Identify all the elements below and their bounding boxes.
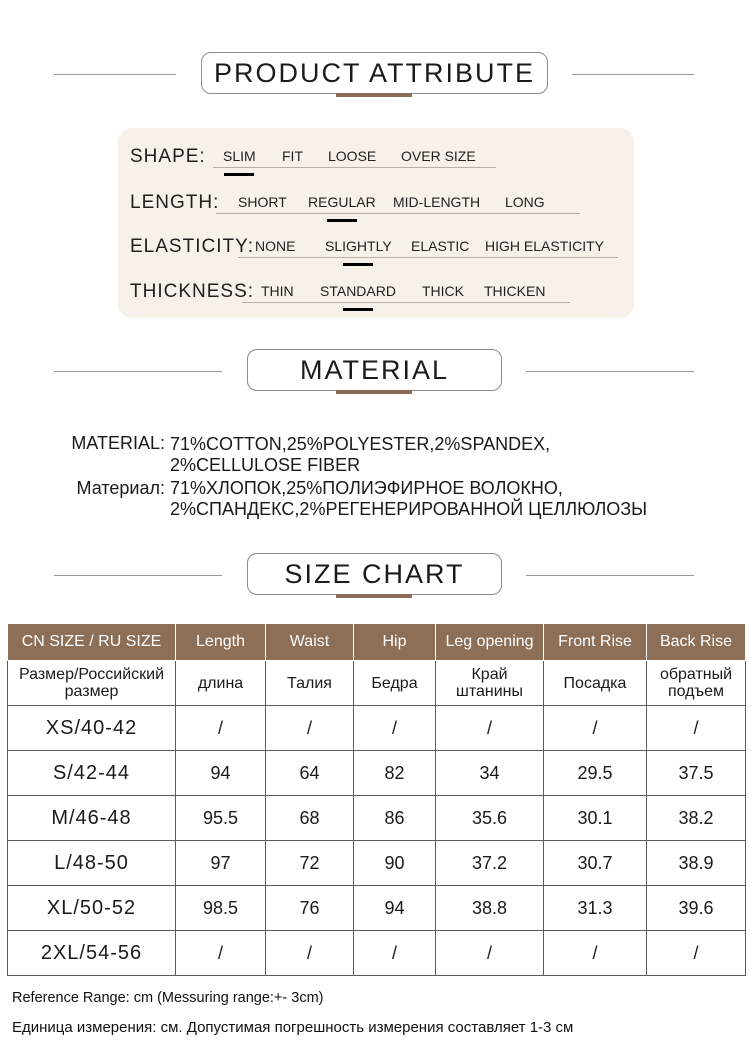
attr-underline	[213, 167, 496, 168]
attr-option-selected: STANDARD	[320, 283, 396, 299]
col-header: Hip	[354, 624, 436, 661]
header-divider-right	[526, 575, 694, 576]
attr-option: FIT	[282, 148, 303, 164]
col-header: Waist	[266, 624, 354, 661]
table-cell: 72	[266, 841, 354, 886]
table-row	[8, 751, 746, 796]
attr-option: HIGH ELASTICITY	[485, 238, 605, 254]
table-row	[8, 931, 746, 976]
attr-option: THIN	[261, 283, 294, 299]
table-row	[8, 841, 746, 886]
material-en-line1: 71%COTTON,25%POLYESTER,2%SPANDEX,	[170, 434, 551, 454]
attr-option: THICKEN	[484, 283, 546, 299]
header-divider-right	[572, 74, 694, 75]
ru-header: Край штанины	[436, 661, 544, 706]
table-row	[8, 796, 746, 841]
table-cell: /	[176, 931, 266, 976]
attr-option-selected: SLIGHTLY	[325, 238, 392, 254]
table-cell: 30.1	[544, 796, 647, 841]
size-chart-title: SIZE CHART	[247, 553, 502, 595]
table-cell: 94	[176, 751, 266, 796]
attr-row-length	[118, 178, 634, 222]
size-cell: XL/50-52	[8, 886, 176, 931]
header-divider-right	[526, 371, 694, 372]
attr-option: SHORT	[238, 194, 287, 210]
ru-header: Бедра	[354, 661, 436, 706]
ru-header: длина	[176, 661, 266, 706]
table-ru-header-row	[8, 661, 746, 706]
table-cell: 31.3	[544, 886, 647, 931]
attr-row-thickness	[118, 267, 634, 311]
col-header: Back Rise	[647, 624, 746, 661]
size-cell: S/42-44	[8, 751, 176, 796]
material-en-line2: 2%CELLULOSE FIBER	[170, 455, 361, 475]
ru-header: Талия	[266, 661, 354, 706]
size-cell: XS/40-42	[8, 706, 176, 751]
attr-label: SHAPE:	[130, 146, 206, 167]
header-accent-bar	[336, 594, 412, 598]
table-cell: 38.2	[647, 796, 746, 841]
col-header: CN SIZE / RU SIZE	[8, 624, 176, 661]
attr-option: LOOSE	[328, 148, 377, 164]
size-chart-table	[7, 623, 746, 976]
attr-option: LONG	[505, 194, 545, 210]
attr-option-selected: SLIM	[223, 148, 256, 164]
header-accent-bar	[336, 93, 412, 97]
attr-label: ELASTICITY:	[130, 236, 254, 257]
table-cell: /	[354, 931, 436, 976]
attr-row-elasticity	[118, 222, 634, 266]
table-header-row	[8, 624, 746, 661]
col-header: Leg opening	[436, 624, 544, 661]
size-cell: L/48-50	[8, 841, 176, 886]
reference-note-en: Reference Range: cm (Messuring range:+- 3cm)	[12, 990, 324, 1006]
ru-header: Размер/Российский размер	[8, 661, 176, 706]
ru-header: обратный подъем	[647, 661, 746, 706]
table-cell: 94	[354, 886, 436, 931]
table-cell: /	[647, 706, 746, 751]
table-cell: 34	[436, 751, 544, 796]
attr-option: OVER SIZE	[401, 148, 476, 164]
table-cell: 76	[266, 886, 354, 931]
size-cell: M/46-48	[8, 796, 176, 841]
attr-option: ELASTIC	[411, 238, 470, 254]
selected-marker	[343, 263, 373, 266]
header-divider-left	[54, 74, 176, 75]
table-cell: 97	[176, 841, 266, 886]
table-cell: 37.5	[647, 751, 746, 796]
product-attribute-title: PRODUCT ATTRIBUTE	[201, 52, 548, 94]
ru-header: Посадка	[544, 661, 647, 706]
attr-option-selected: REGULAR	[308, 194, 376, 210]
table-row	[8, 886, 746, 931]
material-header	[0, 349, 750, 395]
table-cell: /	[176, 706, 266, 751]
table-cell: 98.5	[176, 886, 266, 931]
col-header: Front Rise	[544, 624, 647, 661]
table-cell: /	[354, 706, 436, 751]
table-cell: 39.6	[647, 886, 746, 931]
table-cell: 90	[354, 841, 436, 886]
attr-label: THICKNESS:	[130, 281, 255, 302]
material-ru-label: Материал:	[76, 478, 165, 498]
selected-marker	[343, 308, 373, 311]
size-chart-header	[0, 553, 750, 599]
attr-option: MID-LENGTH	[393, 194, 481, 210]
table-cell: 86	[354, 796, 436, 841]
table-cell: /	[436, 706, 544, 751]
table-cell: 95.5	[176, 796, 266, 841]
table-cell: /	[647, 931, 746, 976]
attr-underline	[238, 257, 618, 258]
attribute-panel	[118, 128, 634, 318]
table-row	[8, 706, 746, 751]
table-cell: /	[266, 931, 354, 976]
header-divider-left	[54, 371, 222, 372]
table-cell: 37.2	[436, 841, 544, 886]
material-title: MATERIAL	[247, 349, 502, 391]
table-cell: 82	[354, 751, 436, 796]
attr-underline	[242, 302, 570, 303]
table-cell: /	[436, 931, 544, 976]
table-cell: 35.6	[436, 796, 544, 841]
table-cell: 68	[266, 796, 354, 841]
header-divider-left	[54, 575, 222, 576]
table-cell: 38.8	[436, 886, 544, 931]
table-cell: /	[544, 706, 647, 751]
attr-row-shape	[118, 132, 634, 176]
table-cell: 29.5	[544, 751, 647, 796]
header-accent-bar	[336, 390, 412, 394]
material-ru-line2: 2%СПАНДЕКС,2%РЕГЕНЕРИРОВАННОЙ ЦЕЛЛЮЛОЗЫ	[170, 499, 648, 519]
table-cell: /	[266, 706, 354, 751]
table-cell: 64	[266, 751, 354, 796]
col-header: Length	[176, 624, 266, 661]
material-ru-line1: 71%ХЛОПОК,25%ПОЛИЭФИРНОЕ ВОЛОКНО,	[170, 478, 563, 498]
table-cell: 38.9	[647, 841, 746, 886]
selected-marker	[224, 173, 254, 176]
table-cell: 30.7	[544, 841, 647, 886]
reference-note-ru: Единица измерения: см. Допустимая погрешность измерения составляет 1-3 см	[12, 1019, 574, 1036]
attr-label: LENGTH:	[130, 192, 220, 213]
product-attribute-header	[0, 52, 750, 98]
attr-option: THICK	[422, 283, 464, 299]
material-en-label: MATERIAL:	[71, 433, 165, 453]
table-cell: /	[544, 931, 647, 976]
attr-underline	[216, 213, 580, 214]
size-cell: 2XL/54-56	[8, 931, 176, 976]
attr-option: NONE	[255, 238, 296, 254]
